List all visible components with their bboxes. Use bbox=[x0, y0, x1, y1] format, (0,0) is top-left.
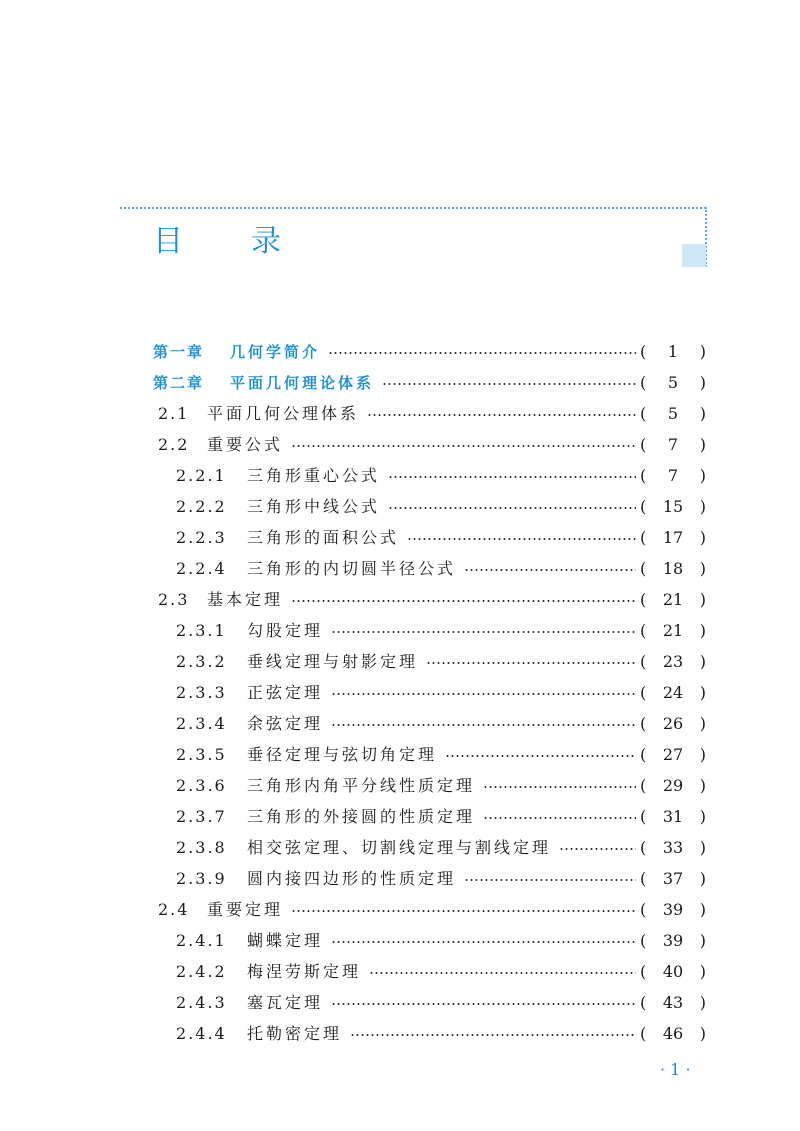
toc-paren-open: ( bbox=[640, 931, 647, 950]
toc-entry-number: 2.4 bbox=[158, 900, 190, 919]
toc-entry-number: 2.3.3 bbox=[176, 683, 227, 702]
toc-entry-number: 2.3.2 bbox=[176, 652, 227, 671]
toc-page-number: 18 bbox=[662, 559, 684, 578]
toc-entry-number: 2.3.9 bbox=[176, 869, 227, 888]
toc-paren-open: ( bbox=[640, 869, 647, 888]
toc-paren-open: ( bbox=[640, 962, 647, 981]
toc-paren-close: ) bbox=[699, 993, 706, 1012]
toc-dot-leader bbox=[331, 693, 636, 695]
toc-paren-open: ( bbox=[640, 590, 647, 609]
toc-entry-title: 三角形内角平分线性质定理 bbox=[247, 776, 476, 795]
toc-entry-title: 托勒密定理 bbox=[247, 1024, 343, 1043]
toc-entry[interactable] bbox=[0, 678, 800, 708]
toc-entry-title: 相交弦定理、切割线定理与割线定理 bbox=[247, 838, 552, 857]
toc-dot-leader bbox=[367, 414, 636, 416]
header-frame-top bbox=[120, 207, 706, 209]
toc-entry-page bbox=[640, 771, 706, 801]
toc-paren-close: ) bbox=[699, 714, 706, 733]
toc-entry-page bbox=[640, 802, 706, 832]
toc-entry-number: 2.3.1 bbox=[176, 621, 227, 640]
toc-entry-title: 余弦定理 bbox=[247, 714, 324, 733]
toc-page-number: 17 bbox=[662, 528, 684, 547]
toc-paren-open: ( bbox=[640, 745, 647, 764]
toc-paren-open: ( bbox=[640, 466, 647, 485]
toc-paren-close: ) bbox=[699, 342, 706, 361]
toc-dot-leader bbox=[331, 631, 636, 633]
toc-dot-leader bbox=[426, 662, 636, 664]
toc-dot-leader bbox=[328, 352, 636, 354]
toc-page-number: 43 bbox=[662, 993, 684, 1012]
toc-entry[interactable] bbox=[0, 1019, 800, 1049]
toc-entry-title: 蝴蝶定理 bbox=[247, 931, 324, 950]
toc-paren-open: ( bbox=[640, 435, 647, 454]
toc-entry-title: 塞瓦定理 bbox=[247, 993, 324, 1012]
toc-entry-title: 勾股定理 bbox=[247, 621, 324, 640]
toc-entry[interactable] bbox=[0, 864, 800, 894]
toc-paren-close: ) bbox=[699, 652, 706, 671]
toc-paren-close: ) bbox=[699, 900, 706, 919]
toc-paren-open: ( bbox=[640, 807, 647, 826]
toc-entry[interactable] bbox=[0, 647, 800, 677]
toc-entry-title: 平面几何公理体系 bbox=[207, 404, 360, 423]
toc-entry-title: 三角形中线公式 bbox=[247, 497, 381, 516]
toc-entry-number: 2.3.8 bbox=[176, 838, 227, 857]
toc-entry[interactable] bbox=[0, 461, 800, 491]
toc-entry-title: 梅涅劳斯定理 bbox=[247, 962, 362, 981]
toc-page-number: 15 bbox=[662, 497, 684, 516]
toc-dot-leader bbox=[331, 941, 636, 943]
toc-entry-number: 2.3.5 bbox=[176, 745, 227, 764]
page-title-char-1: 目 bbox=[153, 224, 183, 259]
toc-paren-open: ( bbox=[640, 621, 647, 640]
page-title-char-2: 录 bbox=[251, 224, 281, 259]
toc-entry[interactable] bbox=[0, 771, 800, 801]
toc-paren-close: ) bbox=[699, 931, 706, 950]
toc-entry-page bbox=[640, 492, 706, 522]
toc-paren-close: ) bbox=[699, 962, 706, 981]
toc-page-number: 33 bbox=[662, 838, 684, 857]
toc-dot-leader bbox=[464, 879, 636, 881]
toc-paren-open: ( bbox=[640, 683, 647, 702]
toc-entry-page bbox=[640, 957, 706, 987]
toc-entry[interactable] bbox=[0, 616, 800, 646]
toc-entry[interactable] bbox=[0, 957, 800, 987]
toc-entry[interactable] bbox=[0, 430, 800, 460]
toc-entry[interactable] bbox=[0, 740, 800, 770]
toc-page-number: 37 bbox=[662, 869, 684, 888]
toc-page-number: 5 bbox=[667, 404, 679, 423]
toc-entry-title: 几何学简介 bbox=[230, 343, 321, 361]
toc-paren-close: ) bbox=[699, 497, 706, 516]
toc-dot-leader bbox=[388, 507, 636, 509]
toc-entry-number: 2.3 bbox=[158, 590, 190, 609]
toc-paren-close: ) bbox=[699, 466, 706, 485]
toc-paren-open: ( bbox=[640, 993, 647, 1012]
toc-entry[interactable] bbox=[0, 988, 800, 1018]
toc-dot-leader bbox=[331, 724, 636, 726]
toc-paren-close: ) bbox=[699, 404, 706, 423]
toc-paren-close: ) bbox=[699, 776, 706, 795]
toc-paren-open: ( bbox=[640, 404, 647, 423]
toc-entry[interactable] bbox=[0, 926, 800, 956]
toc-entry[interactable] bbox=[0, 337, 800, 367]
toc-page-number: 24 bbox=[662, 683, 684, 702]
toc-entry-page bbox=[640, 616, 706, 646]
toc-entry-number: 2.4.1 bbox=[176, 931, 227, 950]
toc-dot-leader bbox=[559, 848, 636, 850]
toc-entry-title: 三角形的内切圆半径公式 bbox=[247, 559, 457, 578]
toc-paren-close: ) bbox=[699, 869, 706, 888]
toc-page-number: 7 bbox=[667, 435, 679, 454]
toc-entry-number: 2.4.2 bbox=[176, 962, 227, 981]
toc-dot-leader bbox=[445, 755, 636, 757]
toc-page-number: 7 bbox=[667, 466, 679, 485]
toc-dot-leader bbox=[388, 476, 636, 478]
toc-entry-title: 三角形的面积公式 bbox=[247, 528, 400, 547]
toc-entry-title: 平面几何理论体系 bbox=[230, 374, 375, 392]
page-number-footer: · 1 · bbox=[660, 1060, 691, 1079]
toc-entry-page bbox=[640, 895, 706, 925]
toc-entry[interactable] bbox=[0, 709, 800, 739]
toc-entry-number: 2.2.2 bbox=[176, 497, 227, 516]
toc-paren-open: ( bbox=[640, 714, 647, 733]
toc-dot-leader bbox=[407, 538, 636, 540]
toc-entry[interactable] bbox=[0, 802, 800, 832]
toc-entry-number: 2.2 bbox=[158, 435, 190, 454]
toc-paren-close: ) bbox=[699, 590, 706, 609]
toc-entry-page bbox=[640, 554, 706, 584]
toc-dot-leader bbox=[382, 383, 636, 385]
toc-entry-title: 垂径定理与弦切角定理 bbox=[247, 745, 438, 764]
toc-dot-leader bbox=[369, 972, 636, 974]
toc-paren-close: ) bbox=[699, 838, 706, 857]
toc-paren-open: ( bbox=[640, 1024, 647, 1043]
toc-entry[interactable] bbox=[0, 895, 800, 925]
toc-page-number: 40 bbox=[662, 962, 684, 981]
toc-paren-close: ) bbox=[699, 683, 706, 702]
toc-entry-page bbox=[640, 709, 706, 739]
toc-entry-title: 重要定理 bbox=[207, 900, 284, 919]
toc-entry-page bbox=[640, 399, 706, 429]
toc-paren-close: ) bbox=[699, 1024, 706, 1043]
toc-entry-page bbox=[640, 864, 706, 894]
toc-page-number: 46 bbox=[662, 1024, 684, 1043]
toc-entry-page bbox=[640, 647, 706, 677]
toc-entry-number: 第二章 bbox=[153, 374, 205, 392]
toc-dot-leader bbox=[350, 1034, 636, 1036]
toc-entry-title: 圆内接四边形的性质定理 bbox=[247, 869, 457, 888]
toc-paren-open: ( bbox=[640, 559, 647, 578]
toc-page-number: 21 bbox=[662, 590, 684, 609]
toc-page-number: 26 bbox=[662, 714, 684, 733]
toc-paren-close: ) bbox=[699, 559, 706, 578]
toc-page-number: 39 bbox=[662, 900, 684, 919]
toc-paren-close: ) bbox=[699, 621, 706, 640]
toc-entry-number: 第一章 bbox=[153, 343, 205, 361]
toc-page-number: 31 bbox=[662, 807, 684, 826]
toc-entry-page bbox=[640, 368, 706, 398]
toc-entry-page bbox=[640, 678, 706, 708]
toc-entry-number: 2.3.7 bbox=[176, 807, 227, 826]
toc-dot-leader bbox=[291, 445, 636, 447]
toc-entry-page bbox=[640, 833, 706, 863]
toc-paren-close: ) bbox=[699, 745, 706, 764]
toc-paren-close: ) bbox=[699, 373, 706, 392]
toc-entry-number: 2.2.4 bbox=[176, 559, 227, 578]
toc-entry-title: 重要公式 bbox=[207, 435, 284, 454]
toc-entry-page bbox=[640, 988, 706, 1018]
toc-entry-title: 正弦定理 bbox=[247, 683, 324, 702]
toc-dot-leader bbox=[483, 817, 636, 819]
toc-entry-number: 2.3.4 bbox=[176, 714, 227, 733]
toc-paren-open: ( bbox=[640, 342, 647, 361]
header-corner-block bbox=[682, 244, 706, 267]
toc-dot-leader bbox=[331, 1003, 636, 1005]
toc-entry-page bbox=[640, 740, 706, 770]
toc-paren-open: ( bbox=[640, 900, 647, 919]
toc-entry[interactable] bbox=[0, 368, 800, 398]
toc-entry-number: 2.4.3 bbox=[176, 993, 227, 1012]
toc-paren-close: ) bbox=[699, 807, 706, 826]
toc-paren-open: ( bbox=[640, 652, 647, 671]
toc-entry-page bbox=[640, 337, 706, 367]
toc-entry-page bbox=[640, 1019, 706, 1049]
toc-paren-open: ( bbox=[640, 776, 647, 795]
toc-entry-number: 2.2.3 bbox=[176, 528, 227, 547]
toc-entry-page bbox=[640, 430, 706, 460]
toc-entry-number: 2.3.6 bbox=[176, 776, 227, 795]
toc-page-number: 23 bbox=[662, 652, 684, 671]
toc-entry-page bbox=[640, 585, 706, 615]
toc-entry-title: 基本定理 bbox=[207, 590, 284, 609]
toc-entry[interactable] bbox=[0, 554, 800, 584]
toc-entry-title: 三角形重心公式 bbox=[247, 466, 381, 485]
toc-dot-leader bbox=[291, 600, 636, 602]
toc-entry-title: 垂线定理与射影定理 bbox=[247, 652, 419, 671]
toc-dot-leader bbox=[464, 569, 636, 571]
toc-dot-leader bbox=[291, 910, 636, 912]
toc-entry[interactable] bbox=[0, 585, 800, 615]
toc-entry-page bbox=[640, 926, 706, 956]
toc-entry-number: 2.4.4 bbox=[176, 1024, 227, 1043]
toc-dot-leader bbox=[483, 786, 636, 788]
toc-page-number: 39 bbox=[662, 931, 684, 950]
toc-entry[interactable] bbox=[0, 833, 800, 863]
toc-paren-close: ) bbox=[699, 435, 706, 454]
toc-entry-page bbox=[640, 461, 706, 491]
toc-page-number: 5 bbox=[667, 373, 679, 392]
toc-paren-open: ( bbox=[640, 838, 647, 857]
toc-page-number: 21 bbox=[662, 621, 684, 640]
toc-page-number: 27 bbox=[662, 745, 684, 764]
toc-entry-number: 2.2.1 bbox=[176, 466, 227, 485]
toc-page-number: 29 bbox=[662, 776, 684, 795]
toc-entry-title: 三角形的外接圆的性质定理 bbox=[247, 807, 476, 826]
toc-entry[interactable] bbox=[0, 523, 800, 553]
toc-entry[interactable] bbox=[0, 492, 800, 522]
toc-entry-number: 2.1 bbox=[158, 404, 190, 423]
toc-entry-page bbox=[640, 523, 706, 553]
toc-entry[interactable] bbox=[0, 399, 800, 429]
toc-paren-open: ( bbox=[640, 497, 647, 516]
toc-page-number: 1 bbox=[667, 342, 679, 361]
toc-paren-close: ) bbox=[699, 528, 706, 547]
toc-paren-open: ( bbox=[640, 373, 647, 392]
toc-paren-open: ( bbox=[640, 528, 647, 547]
